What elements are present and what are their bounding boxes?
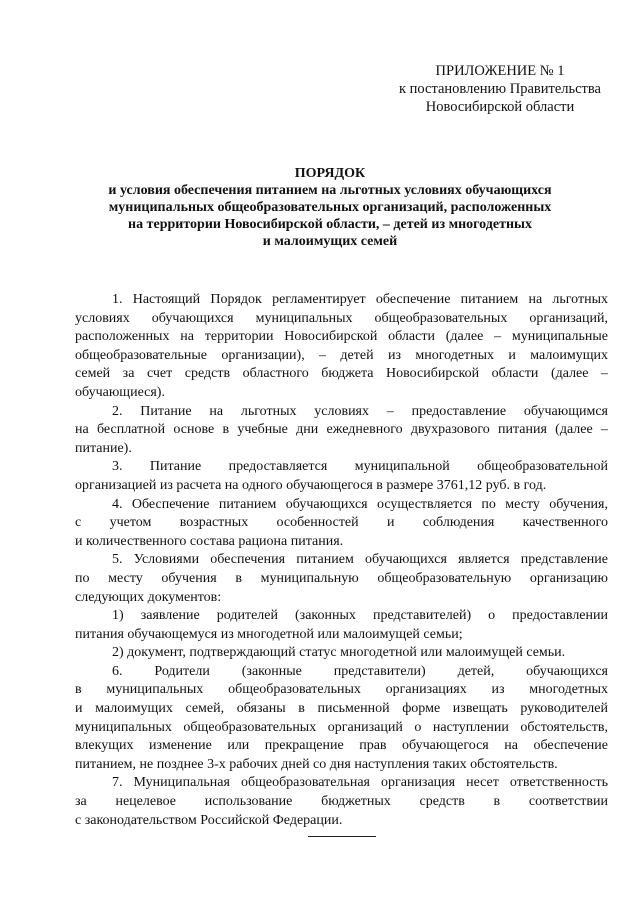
text-line: 1) заявление родителей (законных представителей) о предоставлении (112, 608, 608, 624)
text-line: с законодательством Российской Федерации. (75, 812, 343, 828)
text-line: на бесплатной основе в учебные дни ежедневного двухразового питания (далее – (75, 422, 608, 438)
text-line: по месту обучения в муниципальную общеобразовательную организацию (75, 570, 608, 586)
text-line: за нецелевое использование бюджетных средств в соответствии (75, 794, 608, 810)
paragraph-4 (75, 496, 608, 552)
text-line: обучающиеся). (75, 384, 165, 400)
text-line: влекущих изменение или прекращение прав обучающегося на обеспечение (75, 738, 608, 754)
paragraph-6 (75, 663, 608, 775)
title-line: на территории Новосибирской области, – детей из многодетных (128, 217, 532, 232)
list-item-2 (75, 644, 608, 663)
text-line: 2. Питание на льготных условиях – предоставление обучающимся (112, 403, 608, 419)
text-line: условиях обучающихся муниципальных общеобразовательных организаций, (75, 310, 608, 326)
title-line: и малоимущих семей (262, 234, 398, 249)
text-line: 1. Настоящий Порядок регламентирует обеспечение питанием на льготных (112, 292, 608, 307)
title-heading: ПОРЯДОК (294, 166, 366, 181)
text-line: муниципальных общеобразовательных организаций о наступлении обстоятельств, (75, 719, 608, 735)
text-line: следующих документов: (75, 589, 222, 605)
appendix-number: ПРИЛОЖЕНИЕ № 1 (435, 63, 565, 79)
text-line: семей за счет средств областного бюджета Новосибирской области (далее – (75, 366, 608, 382)
title-line: и условия обеспечения питанием на льготных условиях обучающихся (108, 183, 552, 198)
text-line: питания обучающемуся из многодетной или малоимущей семьи; (75, 626, 463, 642)
text-line: 5. Условиями обеспечения питанием обучающихся является представление (112, 552, 608, 568)
text-line: 6. Родители (законные представители) детей, обучающихся (112, 663, 608, 679)
text-line: с учетом возрастных особенностей и соблюдения качественного (75, 515, 608, 531)
document-body (75, 291, 608, 830)
text-line: питанием, не позднее 3-х рабочих дней со дня наступления таких обстоятельств. (75, 756, 558, 772)
paragraph-5 (75, 551, 608, 607)
text-line: питание). (75, 440, 132, 456)
document-title (60, 165, 600, 250)
text-line: 2) документ, подтверждающий статус многодетной или малоимущей семьи. (112, 645, 566, 661)
text-line: в муниципальных общеобразовательных организациях из многодетных (75, 682, 608, 698)
text-line: расположенных на территории Новосибирской области (далее – муниципальные (75, 329, 608, 345)
title-line: муниципальных общеобразовательных организаций, расположенных (108, 200, 552, 215)
paragraph-3 (75, 458, 608, 495)
footer-divider (308, 836, 376, 837)
text-line: общеобразовательные организации), – детей из многодетных и малоимущих (75, 347, 608, 363)
appendix-region: Новосибирской области (425, 99, 575, 115)
text-line: организацией из расчета на одного обучающегося в размере 3761,12 руб. в год. (75, 477, 547, 493)
paragraph-1 (75, 291, 608, 403)
list-item-1 (75, 607, 608, 644)
paragraph-7 (75, 774, 608, 830)
appendix-reference: к постановлению Правительства (399, 81, 601, 97)
paragraph-2 (75, 403, 608, 459)
text-line: 4. Обеспечение питанием обучающихся осуществляется по месту обучения, (112, 496, 608, 512)
appendix-block (380, 62, 620, 116)
text-line: 7. Муниципальная общеобразовательная организация несет ответственность (112, 775, 608, 791)
text-line: 3. Питание предоставляется муниципальной общеобразовательной (112, 459, 608, 475)
text-line: и малоимущих семей, обязаны в письменной форме извещать руководителей (75, 701, 608, 717)
text-line: и количественного состава рациона питания. (75, 533, 344, 549)
